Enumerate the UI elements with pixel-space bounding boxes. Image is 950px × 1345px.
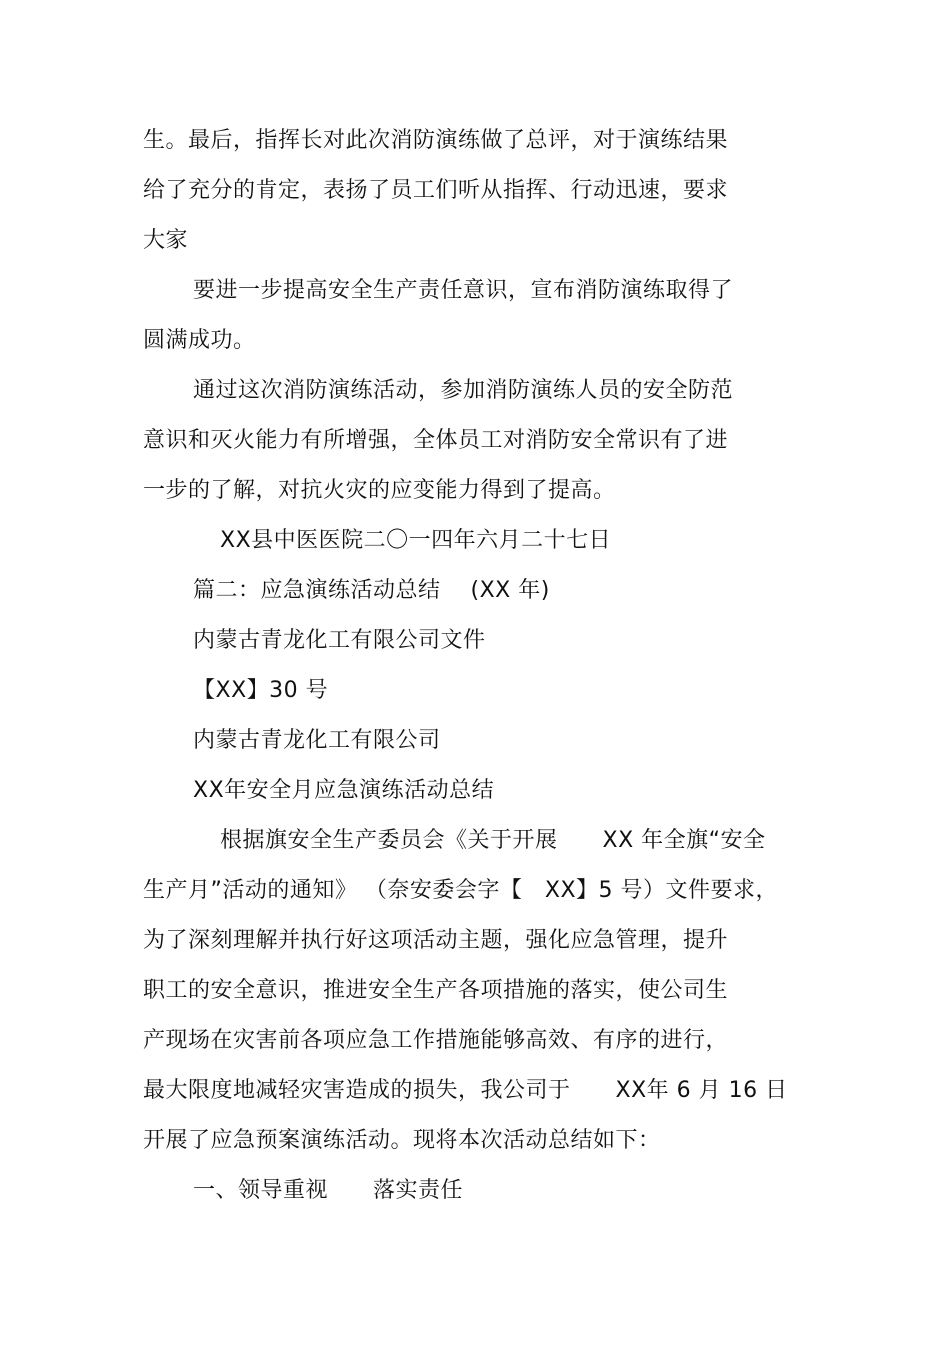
signature-date-line: XX县中医医院二〇一四年六月二十七日 [220, 528, 612, 553]
text-line: 一步的了解，对抗火灾的应变能力得到了提高。 [143, 478, 616, 503]
text-line: 根据旗安全生产委员会《关于开展 XX 年全旗“安全 [220, 828, 766, 853]
text-line: 生产月”活动的通知》 （奈安委会字【 XX】5 号）文件要求， [143, 878, 779, 903]
section-heading: 篇二：应急演练活动总结 (XX 年) [193, 578, 550, 603]
subsection-heading: 一、领导重视 落实责任 [193, 1178, 464, 1203]
document-header: 内蒙古青龙化工有限公司文件 [193, 628, 486, 653]
text-line: 最大限度地减轻灾害造成的损失，我公司于 XX年 6 月 16 日 [143, 1078, 788, 1103]
text-line: 大家 [143, 228, 189, 253]
document-number: 【XX】30 号 [193, 678, 329, 703]
text-line: 要进一步提高安全生产责任意识，宣布消防演练取得了 [193, 278, 734, 303]
text-line: 通过这次消防演练活动，参加消防演练人员的安全防范 [193, 378, 734, 403]
text-line: 开展了应急预案演练活动。现将本次活动总结如下： [143, 1128, 661, 1153]
company-name: 内蒙古青龙化工有限公司 [193, 728, 441, 753]
text-line: 生。最后，指挥长对此次消防演练做了总评，对于演练结果 [143, 128, 729, 153]
text-line: 圆满成功。 [143, 328, 256, 353]
text-line: 为了深刻理解并执行好这项活动主题，强化应急管理，提升 [143, 928, 729, 953]
text-line: 职工的安全意识，推进安全生产各项措施的落实，使公司生 [143, 978, 729, 1003]
document-title: XX年安全月应急演练活动总结 [193, 778, 495, 803]
text-line: 给了充分的肯定，表扬了员工们听从指挥、行动迅速，要求 [143, 178, 729, 203]
text-line: 意识和灭火能力有所增强，全体员工对消防安全常识有了进 [143, 428, 729, 453]
text-line: 产现场在灾害前各项应急工作措施能够高效、有序的进行， [143, 1028, 729, 1053]
